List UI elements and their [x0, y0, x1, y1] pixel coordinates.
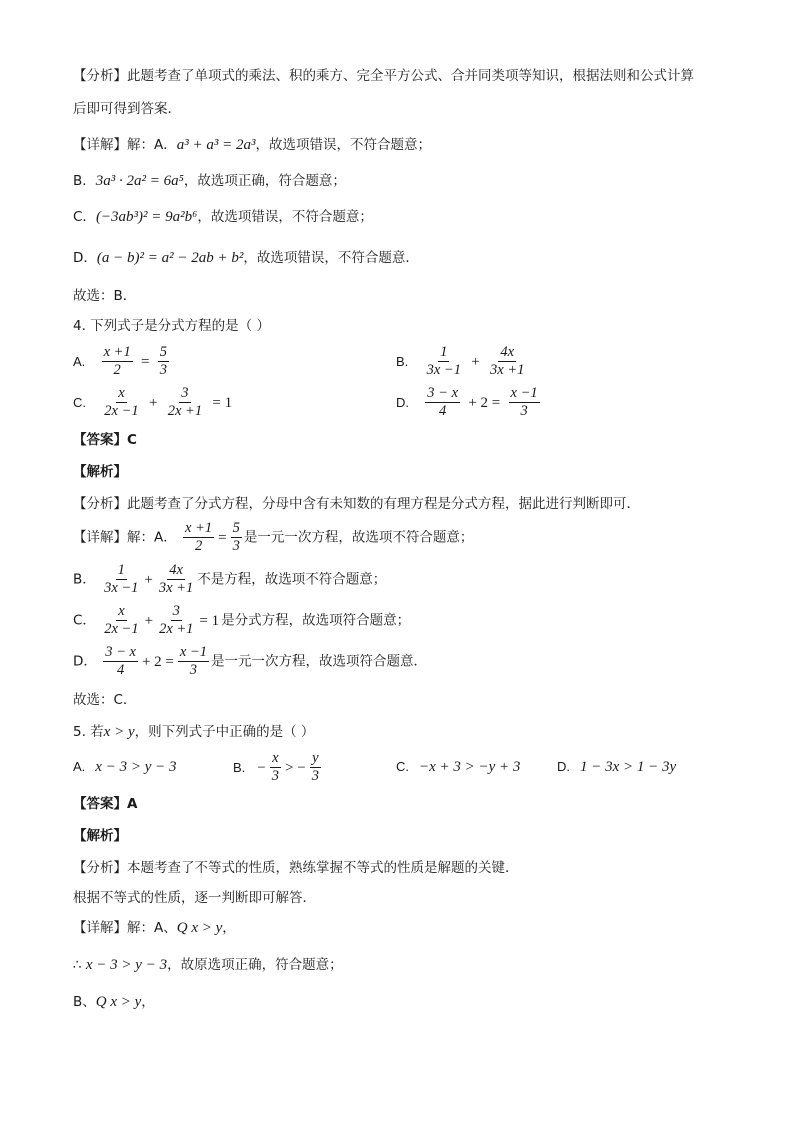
denominator: 2	[194, 538, 203, 554]
numerator: x +1	[103, 344, 131, 360]
option-expression: −x + 3 > −y + 3	[419, 759, 521, 775]
fraction	[158, 344, 169, 379]
denominator: 3	[271, 768, 280, 784]
fraction	[103, 644, 138, 679]
comment: 是一元一次方程，故选项不符合题意；	[243, 529, 474, 546]
detail-label: 【详解】解：A．	[73, 137, 177, 153]
q3-c-comment: ，故选项错误，不符合题意；	[197, 209, 373, 225]
q5-option-c	[396, 757, 520, 777]
q5-detail-a2	[73, 955, 343, 975]
q4-analysis: 【分析】此题考查了分式方程，分母中含有未知数的有理方程是分式方程，据此进行判断即可．	[73, 496, 640, 512]
q3-detail-b	[73, 171, 346, 191]
numerator: x −1	[179, 644, 207, 660]
option-label: B.	[396, 353, 409, 369]
option-label: C.	[396, 759, 409, 774]
q3-analysis-line1: 【分析】此题考查了单项式的乘法、积的乘方、完全平方公式、合并同类项等知识，根据法则和公式计算	[73, 68, 694, 84]
operator: + 2 =	[141, 653, 174, 670]
numerator: 3 − x	[427, 385, 459, 401]
operator: −	[257, 759, 266, 776]
q3-choice: 故选：B．	[73, 288, 137, 304]
option-expression: x − 3 > y − 3	[95, 759, 177, 775]
option-prefix: B．	[73, 571, 96, 588]
q5-answer: 【答案】A	[73, 796, 138, 812]
q4-detail-a	[73, 520, 473, 555]
fraction	[270, 750, 281, 785]
numerator: x	[118, 603, 125, 619]
denominator: 4	[116, 662, 125, 678]
numerator: 3	[181, 385, 189, 401]
q3-analysis-line2: 后即可得到答案．	[73, 101, 181, 117]
option-label: A.	[73, 353, 86, 369]
condition: Q x > y	[95, 994, 142, 1010]
stem-suffix: ，则下列式子中正确的是（ ）	[134, 724, 315, 740]
q5-stem	[73, 722, 314, 742]
fraction	[157, 562, 195, 597]
numerator: 4x	[500, 344, 515, 360]
q4-choice: 故选：C．	[73, 692, 137, 708]
numerator: 5	[159, 344, 168, 360]
q4-detail-c	[73, 603, 410, 638]
operator: =	[141, 353, 150, 370]
denominator: 2x +1	[167, 403, 203, 419]
operator: + 2 =	[468, 394, 501, 411]
q4-option-c	[73, 385, 234, 420]
denominator: 4	[439, 403, 447, 419]
fraction	[102, 344, 133, 379]
fraction	[425, 385, 460, 420]
q4-detail-b	[73, 562, 386, 597]
comment: 不是方程，故选项不符合题意；	[197, 571, 387, 588]
numerator: x	[118, 385, 125, 401]
fraction	[166, 385, 204, 420]
denominator: 3x +1	[490, 362, 525, 378]
denominator: 3	[232, 538, 240, 554]
q4-detail-d	[73, 644, 427, 679]
q5-analysis-line1: 【分析】本题考查了不等式的性质，熟练掌握不等式的性质是解题的关键．	[73, 860, 519, 876]
denominator: 2	[113, 362, 121, 378]
q3-a-comment: ，故选项错误，不符合题意；	[255, 137, 431, 153]
option-prefix: D．	[73, 653, 97, 670]
numerator: 3	[172, 603, 180, 619]
denominator: 2x +1	[159, 621, 194, 637]
fraction	[102, 562, 140, 597]
operator: +	[144, 612, 154, 629]
option-label: A.	[73, 759, 86, 774]
denominator: 3x −1	[426, 362, 461, 378]
option-label: D.	[396, 394, 409, 410]
operator: +	[471, 353, 480, 370]
stem-prefix: 5. 若	[73, 724, 104, 740]
q5-analysis-line2: 根据不等式的性质，逐一判断即可解答．	[73, 890, 316, 906]
fraction	[488, 344, 526, 379]
expression: x − 3 > y − 3	[85, 957, 168, 973]
q5-jiexi-heading: 【解析】	[73, 828, 127, 844]
option-expression: 1 − 3x > 1 − 3y	[580, 759, 677, 775]
q3-detail-a	[73, 135, 431, 155]
q5-detail-a	[73, 918, 236, 938]
operator: +	[144, 571, 153, 588]
option-prefix: D．	[73, 250, 97, 266]
comment: 是分式方程，故选项符合题意；	[221, 612, 411, 629]
denominator: 2x −1	[104, 621, 139, 637]
fraction	[183, 520, 214, 555]
denominator: 3	[311, 768, 319, 784]
detail-label: 【详解】解：A、	[73, 920, 177, 936]
numerator: x +1	[185, 520, 213, 536]
operator: =	[218, 529, 227, 546]
option-prefix: C．	[73, 209, 96, 225]
q4-answer: 【答案】C	[73, 432, 137, 448]
denominator: 3x −1	[104, 580, 139, 596]
q3-b-expression: 3a³ · 2a² = 6a⁵	[95, 173, 184, 189]
q5-option-a	[73, 757, 176, 777]
fraction	[425, 344, 463, 379]
equation-tail: = 1	[212, 394, 233, 411]
option-prefix: B、	[73, 994, 96, 1010]
therefore-symbol: ∴	[73, 957, 86, 973]
punctuation: ，	[222, 920, 236, 936]
q5-option-d	[557, 757, 676, 777]
option-label: C.	[73, 394, 86, 410]
q3-d-expression: (a − b)² = a² − 2ab + b²	[96, 250, 244, 266]
fraction	[102, 385, 140, 420]
numerator: y	[312, 750, 319, 766]
option-prefix: C．	[73, 612, 96, 629]
q5-option-b	[233, 750, 323, 785]
q3-b-comment: ，故选项正确，符合题意；	[183, 173, 346, 189]
q4-option-d	[396, 385, 542, 420]
q3-detail-c	[73, 207, 373, 227]
q4-stem: 4. 下列式子是分式方程的是（ ）	[73, 318, 270, 334]
denominator: 3	[159, 362, 168, 378]
operator: > −	[285, 759, 306, 776]
denominator: 2x −1	[104, 403, 139, 419]
option-label: B.	[233, 759, 246, 775]
numerator: 1	[440, 344, 448, 360]
comment: ，故原选项正确，符合题意；	[167, 957, 343, 973]
q3-detail-d	[73, 248, 419, 268]
q3-a-expression: a³ + a³ = 2a³	[176, 137, 256, 153]
numerator: 1	[117, 562, 125, 578]
q4-option-b	[396, 344, 528, 379]
q5-detail-b	[73, 992, 155, 1012]
numerator: x	[272, 750, 279, 766]
operator: +	[148, 394, 158, 411]
numerator: 5	[232, 520, 240, 536]
option-label: D.	[557, 759, 570, 774]
fraction	[310, 750, 321, 785]
condition: Q x > y	[176, 920, 223, 936]
denominator: 3	[520, 403, 528, 419]
punctuation: ，	[141, 994, 155, 1010]
fraction	[157, 603, 195, 638]
numerator: 3 − x	[105, 644, 136, 660]
option-prefix: B．	[73, 173, 96, 189]
fraction	[178, 644, 209, 679]
q3-d-comment: ，故选项错误，不符合题意．	[243, 250, 419, 266]
q3-c-expression: (−3ab³)² = 9a²b⁶	[95, 209, 198, 225]
denominator: 3	[189, 662, 198, 678]
q4-jiexi-heading: 【解析】	[73, 464, 127, 480]
numerator: 4x	[169, 562, 183, 578]
fraction	[509, 385, 540, 420]
fraction	[231, 520, 242, 555]
equation-tail: = 1	[199, 612, 220, 629]
numerator: x −1	[510, 385, 538, 401]
denominator: 3x +1	[158, 580, 194, 596]
detail-label: 【详解】解：A．	[73, 529, 177, 546]
q4-option-a	[73, 344, 171, 379]
condition: x > y	[103, 724, 135, 740]
fraction	[102, 603, 140, 638]
comment: 是一元一次方程，故选项符合题意．	[210, 653, 427, 670]
